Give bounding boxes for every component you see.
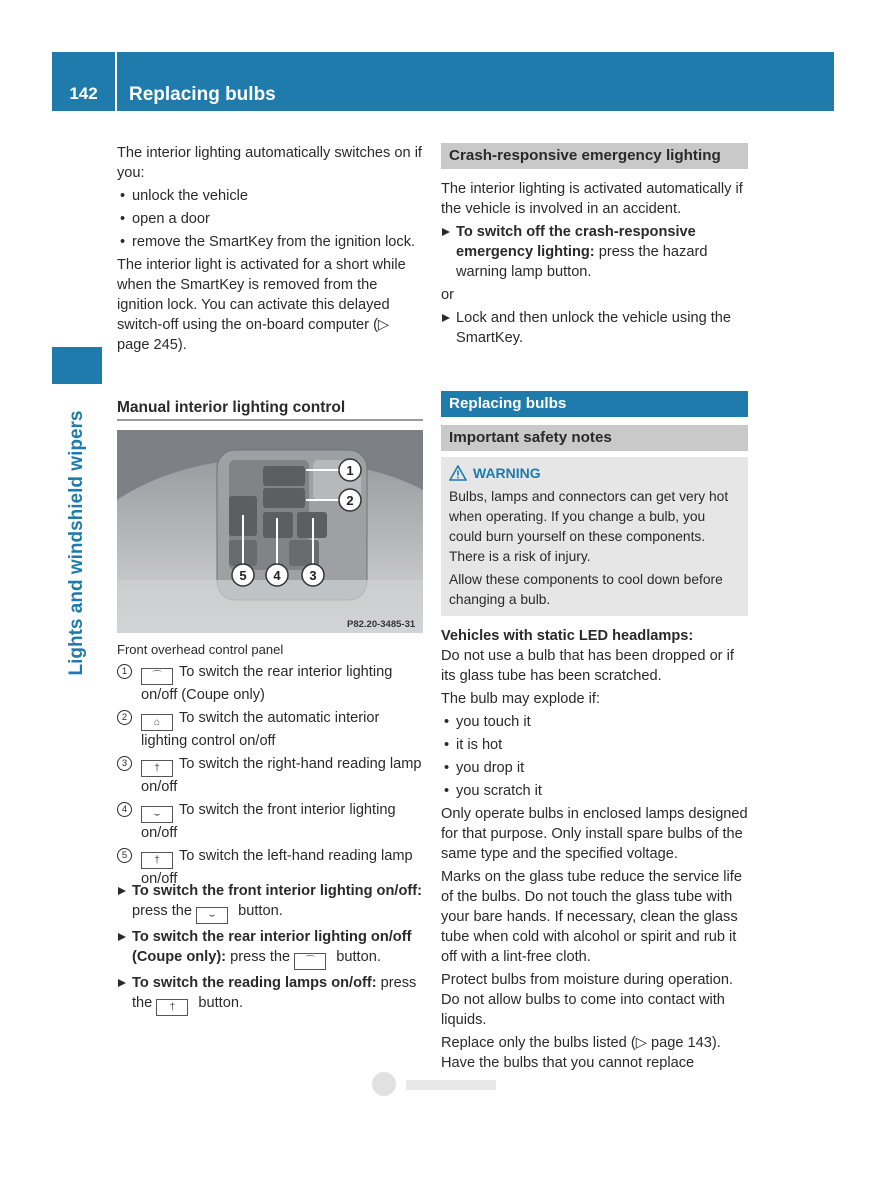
- intro-text: The interior lighting automatically switches on if you:: [117, 145, 422, 181]
- warning-label: WARNING: [473, 465, 541, 481]
- paragraph: Replace only the bulbs listed (▷ page 143). Have the bulbs that you cannot replace: [441, 1035, 721, 1071]
- number-badge: 4: [117, 802, 132, 817]
- action-step: To switch the reading lamps on/off: press the † button.: [117, 973, 425, 1016]
- section-title-manual-lighting: Manual interior lighting control: [117, 399, 423, 421]
- callout-2: [339, 489, 361, 511]
- right-column: [441, 143, 748, 1073]
- list-item: • unlock the vehicle: [117, 186, 425, 206]
- paragraph: Protect bulbs from moisture during operation. Do not allow bulbs to come into contact with liquids.: [441, 972, 734, 1028]
- callout-5: [232, 564, 254, 586]
- svg-text:3: 3: [309, 568, 317, 583]
- reading-lamp-icon: †: [141, 852, 173, 869]
- safety-notes-heading: Important safety notes: [441, 425, 748, 451]
- side-tab-label: Lights and windshield wipers: [66, 410, 87, 676]
- front-light-icon: ⌣: [196, 907, 228, 924]
- legend-item-1: 1 ⌒ To switch the rear interior lighting on/off (Coupe only): [117, 662, 425, 705]
- legend-item-3: 3 † To switch the right-hand reading lamp on/off: [117, 754, 425, 797]
- callout-4: [266, 564, 288, 586]
- overhead-panel-photo: [117, 430, 423, 633]
- or-text: or: [441, 287, 454, 303]
- warning-header: [449, 463, 740, 483]
- callout-3: [302, 564, 324, 586]
- action-step: To switch off the crash-responsive emergency lighting: press the hazard warning lamp button.: [441, 222, 748, 282]
- crash-lighting-heading: Crash-responsive emergency lighting: [441, 143, 748, 169]
- auto-light-icon: ⌂: [141, 714, 173, 731]
- page-title: Replacing bulbs: [129, 84, 276, 105]
- photo-code: P82.20-3485-31: [347, 619, 416, 630]
- svg-text:5: 5: [239, 568, 247, 583]
- callout-1: [339, 459, 361, 481]
- action-step: To switch the front interior lighting on/off: press the ⌣ button.: [117, 881, 425, 924]
- number-badge: 1: [117, 664, 132, 679]
- list-item: • you scratch it: [441, 781, 748, 801]
- rear-light-icon: ⌒: [141, 668, 173, 685]
- legend-item-5: 5 † To switch the left-hand reading lamp on/off: [117, 846, 425, 889]
- action-step: Lock and then unlock the vehicle using the SmartKey.: [441, 308, 748, 348]
- watermark-logo: [370, 1068, 500, 1101]
- legend-list: [117, 662, 425, 889]
- list-item: • it is hot: [441, 735, 748, 755]
- list-item: • you drop it: [441, 758, 748, 778]
- led-heading: Vehicles with static LED headlamps:: [441, 628, 694, 644]
- paragraph: The interior light is activated for a short while when the SmartKey is removed from the ignition lock. You can activate this delayed switch-off using the on-board computer (▷ page 245).: [117, 257, 406, 353]
- svg-text:2: 2: [346, 493, 354, 508]
- rear-light-icon: ⌒: [294, 953, 326, 970]
- front-light-icon: ⌣: [141, 806, 173, 823]
- number-badge: 3: [117, 756, 132, 771]
- action-steps: [117, 881, 425, 1016]
- warning-text: Bulbs, lamps and connectors can get very hot when operating. If you change a bulb, you could burn yourself on these components. There is a risk of injury.: [449, 489, 729, 564]
- left-intro-block: [117, 143, 425, 355]
- warning-triangle-icon: [449, 465, 467, 481]
- action-step: To switch the rear interior lighting on/off (Coupe only): press the ⌒ button.: [117, 927, 425, 970]
- list-item: • you touch it: [441, 712, 748, 732]
- page-number: 142: [69, 84, 98, 103]
- warning-box: [441, 457, 748, 616]
- svg-text:4: 4: [273, 568, 281, 583]
- list-item: • remove the SmartKey from the ignition lock.: [117, 232, 425, 252]
- list-item: • open a door: [117, 209, 425, 229]
- reading-lamp-icon: †: [141, 760, 173, 777]
- legend-item-2: 2 ⌂ To switch the automatic interior lighting control on/off: [117, 708, 425, 751]
- side-tab-marker: [52, 347, 102, 384]
- legend-item-4: 4 ⌣ To switch the front interior lighting on/off: [117, 800, 425, 843]
- number-badge: 2: [117, 710, 132, 725]
- side-tab[interactable]: [52, 392, 102, 694]
- svg-text:1: 1: [346, 463, 354, 478]
- paragraph: The interior lighting is activated automatically if the vehicle is involved in an accident.: [441, 181, 743, 217]
- replacing-bulbs-heading: Replacing bulbs: [441, 391, 748, 417]
- reading-lamp-icon: †: [156, 999, 188, 1016]
- paragraph: Marks on the glass tube reduce the service life of the bulbs. Do not touch the glass tube with your bare hands. If necessary, clean the glass tube when cold with alcohol or spirit and rub it off with a lint-free cloth.: [441, 869, 742, 965]
- paragraph: The bulb may explode if:: [441, 691, 600, 707]
- paragraph: Only operate bulbs in enclosed lamps designed for that purpose. Only install spare bulbs of the same type and the specified voltage.: [441, 806, 748, 862]
- paragraph: Do not use a bulb that has been dropped or if its glass tube has been scratched.: [441, 648, 734, 684]
- photo-caption: Front overhead control panel: [117, 642, 284, 657]
- number-badge: 5: [117, 848, 132, 863]
- warning-text: Allow these components to cool down before changing a bulb.: [449, 572, 723, 607]
